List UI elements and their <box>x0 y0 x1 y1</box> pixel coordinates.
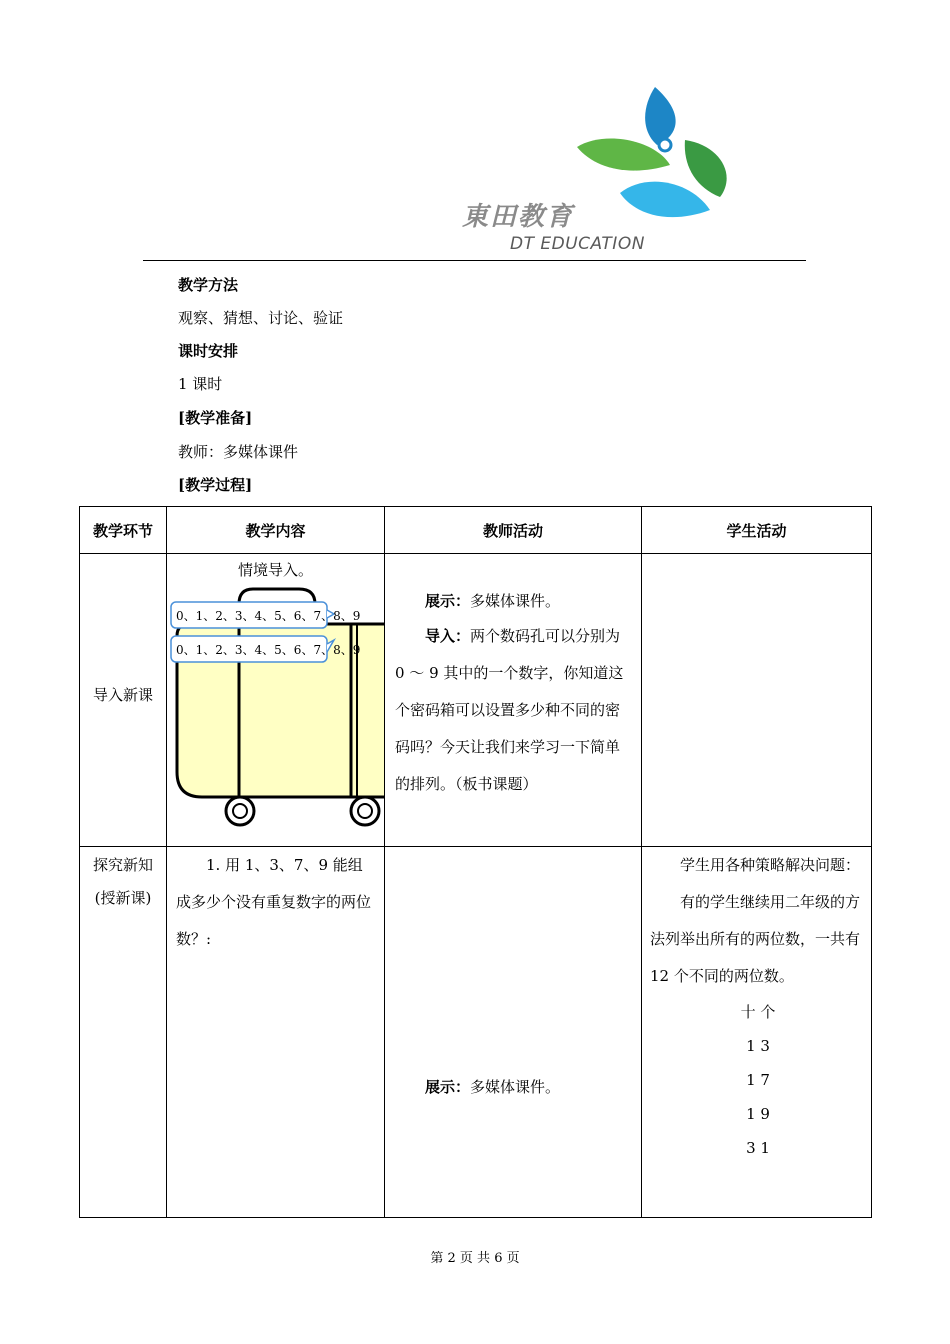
lesson-table <box>79 506 872 1218</box>
schedule-text: 1 课时 <box>178 375 223 393</box>
intro-text: 两个数码孔可以分别为 0 ～ 9 其中的一个数字，你知道这个密码箱可以设置多少种不同的密码吗？今天让我们来学习一下简单的排列。（板书课题） <box>395 627 624 793</box>
teacher-cell <box>385 847 642 1218</box>
dial-digits-2: 0、1、2、3、4、5、6、7、8、9 <box>176 643 361 657</box>
stage-label-line1: 探究新知 <box>92 856 153 874</box>
stage-label: 导入新课 <box>92 686 153 704</box>
suitcase-illustration <box>167 554 384 846</box>
header-student: 学生活动 <box>642 507 872 554</box>
list-header: 十 个 <box>740 1003 776 1021</box>
show-text: 多媒体课件。 <box>470 1078 561 1096</box>
prep-text: 教师：多媒体课件 <box>178 443 299 461</box>
show-label: 展示： <box>425 1078 471 1096</box>
show-text: 多媒体课件。 <box>470 592 561 610</box>
teacher-show-para <box>395 1077 631 1097</box>
teacher-show-para <box>395 585 631 618</box>
teacher-intro-para <box>395 618 631 803</box>
list-item: 1 9 <box>746 1105 770 1123</box>
student-cell <box>642 847 872 1218</box>
content-cell <box>167 847 385 1218</box>
student-method-para: 有的学生继续用二年级的方法列举出所有的两位数，一共有 12 个不同的两位数。 <box>650 893 861 985</box>
problem-text: 1. 用 1、3、7、9 能组成多少个没有重复数字的两位数？: <box>176 856 372 948</box>
show-label: 展示： <box>425 592 471 610</box>
student-strategy-para: 学生用各种策略解决问题： <box>680 856 861 874</box>
list-item: 1 3 <box>746 1037 770 1055</box>
prep-heading: [教学准备] <box>178 409 253 427</box>
stage-label-line2: (授新课) <box>94 889 152 907</box>
header-teacher: 教师活动 <box>385 507 642 554</box>
teacher-cell <box>385 554 642 847</box>
method-text: 观察、猜想、讨论、验证 <box>178 309 344 327</box>
brand-name-en: DT EDUCATION <box>510 234 645 254</box>
list-item: 3 1 <box>746 1139 770 1157</box>
content-cell <box>167 554 385 847</box>
content-title: 情境导入。 <box>237 561 313 579</box>
list-item: 1 7 <box>746 1071 770 1089</box>
table-header-row <box>80 507 872 554</box>
table-row <box>80 847 872 1218</box>
table-row <box>80 554 872 847</box>
student-cell <box>642 554 872 847</box>
stage-cell <box>80 554 167 847</box>
dial-digits-1: 0、1、2、3、4、5、6、7、8、9 <box>176 609 361 623</box>
intro-label: 导入： <box>425 627 471 645</box>
page-footer: 第 2 页 共 6 页 <box>430 1251 520 1266</box>
method-heading: 教学方法 <box>178 276 239 294</box>
header-stage: 教学环节 <box>80 507 167 554</box>
schedule-heading: 课时安排 <box>178 342 239 360</box>
stage-cell <box>80 847 167 1218</box>
header-content: 教学内容 <box>167 507 385 554</box>
brand-name-cn: 東田教育 <box>462 202 575 232</box>
header-divider <box>143 260 806 261</box>
process-heading: [教学过程] <box>178 476 253 494</box>
